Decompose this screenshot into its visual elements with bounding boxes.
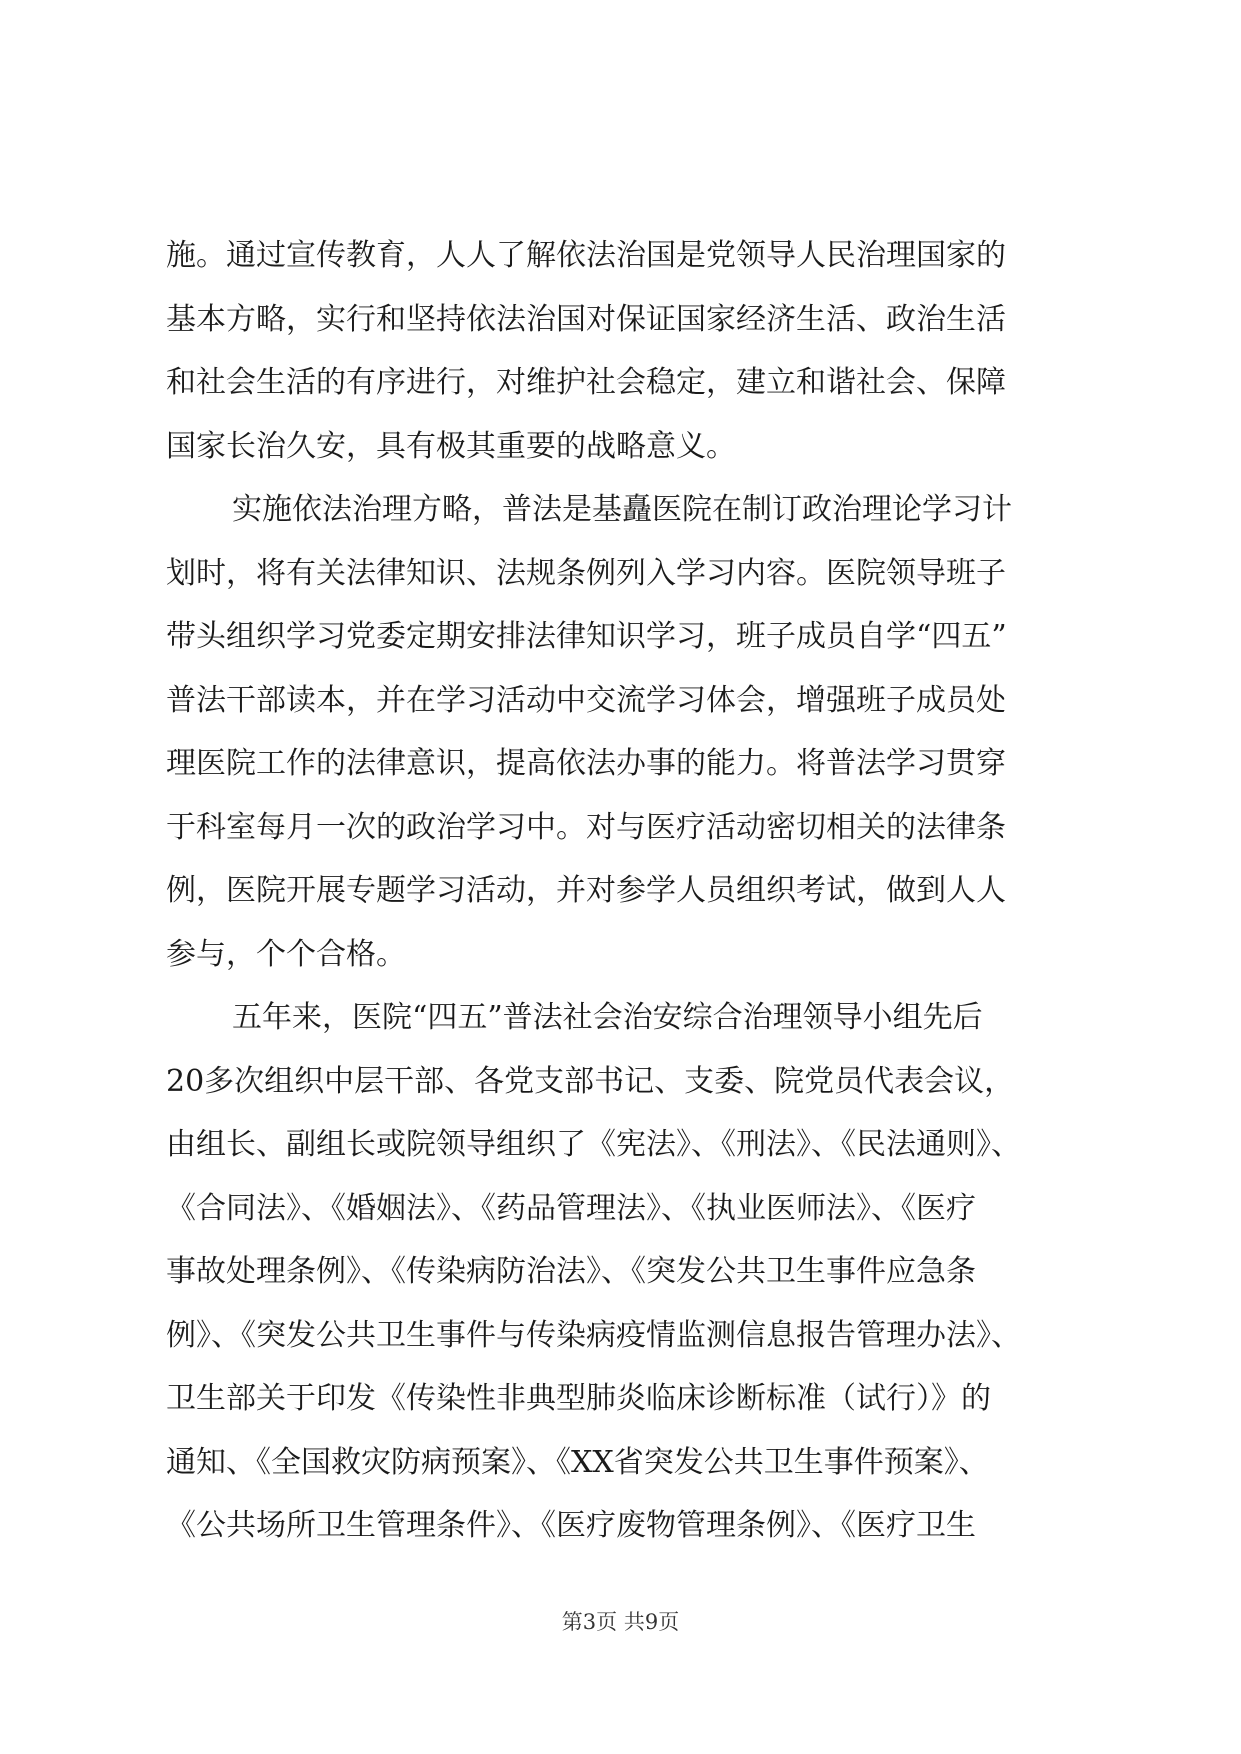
document-body — [166, 224, 1086, 1558]
text-line: 《合同法》、《婚姻法》、《药品管理法》、《执业医师法》、《医疗 — [166, 1190, 976, 1226]
text-line: 划时，将有关法律知识、法规条例列入学习内容。医院领导班子 — [166, 555, 1006, 591]
text-line: 事故处理条例》、《传染病防治法》、《突发公共卫生事件应急条 — [166, 1254, 976, 1289]
text-line: 基本方略，实行和坚持依法治国对保证国家经济生活、政治生活 — [166, 301, 1006, 337]
page-footer — [0, 1608, 1241, 1636]
text-line: 由组长、副组长或院领导组织了《宪法》、《刑法》、《民法通则》、 — [166, 1127, 1021, 1162]
text-line: 例》、《突发公共卫生事件与传染病疫情监测信息报告管理办法》、 — [166, 1317, 1021, 1353]
page-number: 第3页 共9页 — [561, 1610, 680, 1634]
text-line: 卫生部关于印发《传染性非典型肺炎临床诊断标准（试行）》的 — [166, 1381, 991, 1416]
text-line: 20多次组织中层干部、各党支部书记、支委、院党员代表会议， — [166, 1063, 1015, 1099]
text-line: 普法干部读本，并在学习活动中交流学习体会，增强班子成员处 — [166, 682, 1006, 718]
text-line: 参与，个个合格。 — [166, 936, 406, 972]
text-line: 于科室每月一次的政治学习中。对与医疗活动密切相关的法律条 — [166, 809, 1006, 845]
paragraph-first-line: 实施依法治理方略，普法是基矗医院在制订政治理论学习计 — [232, 492, 1012, 527]
text-line: 《公共场所卫生管理条件》、《医疗废物管理条例》、《医疗卫生 — [166, 1508, 976, 1543]
text-line: 施。通过宣传教育，人人了解依法治国是党领导人民治理国家的 — [166, 238, 1006, 273]
text-line: 国家长治久安，具有极其重要的战略意义。 — [166, 428, 736, 464]
text-line: 带头组织学习党委定期安排法律知识学习，班子成员自学“四五” — [166, 619, 1007, 654]
paragraph-first-line: 五年来，医院“四五”普法社会治安综合治理领导小组先后 — [232, 1000, 983, 1035]
text-line: 通知、《全国救灾防病预案》、《XX省突发公共卫生事件预案》、 — [166, 1444, 989, 1480]
text-line: 理医院工作的法律意识，提高依法办事的能力。将普法学习贯穿 — [166, 746, 1006, 781]
text-line: 和社会生活的有序进行，对维护社会稳定，建立和谐社会、保障 — [166, 365, 1006, 400]
text-line: 例，医院开展专题学习活动，并对参学人员组织考试，做到人人 — [166, 873, 1006, 908]
